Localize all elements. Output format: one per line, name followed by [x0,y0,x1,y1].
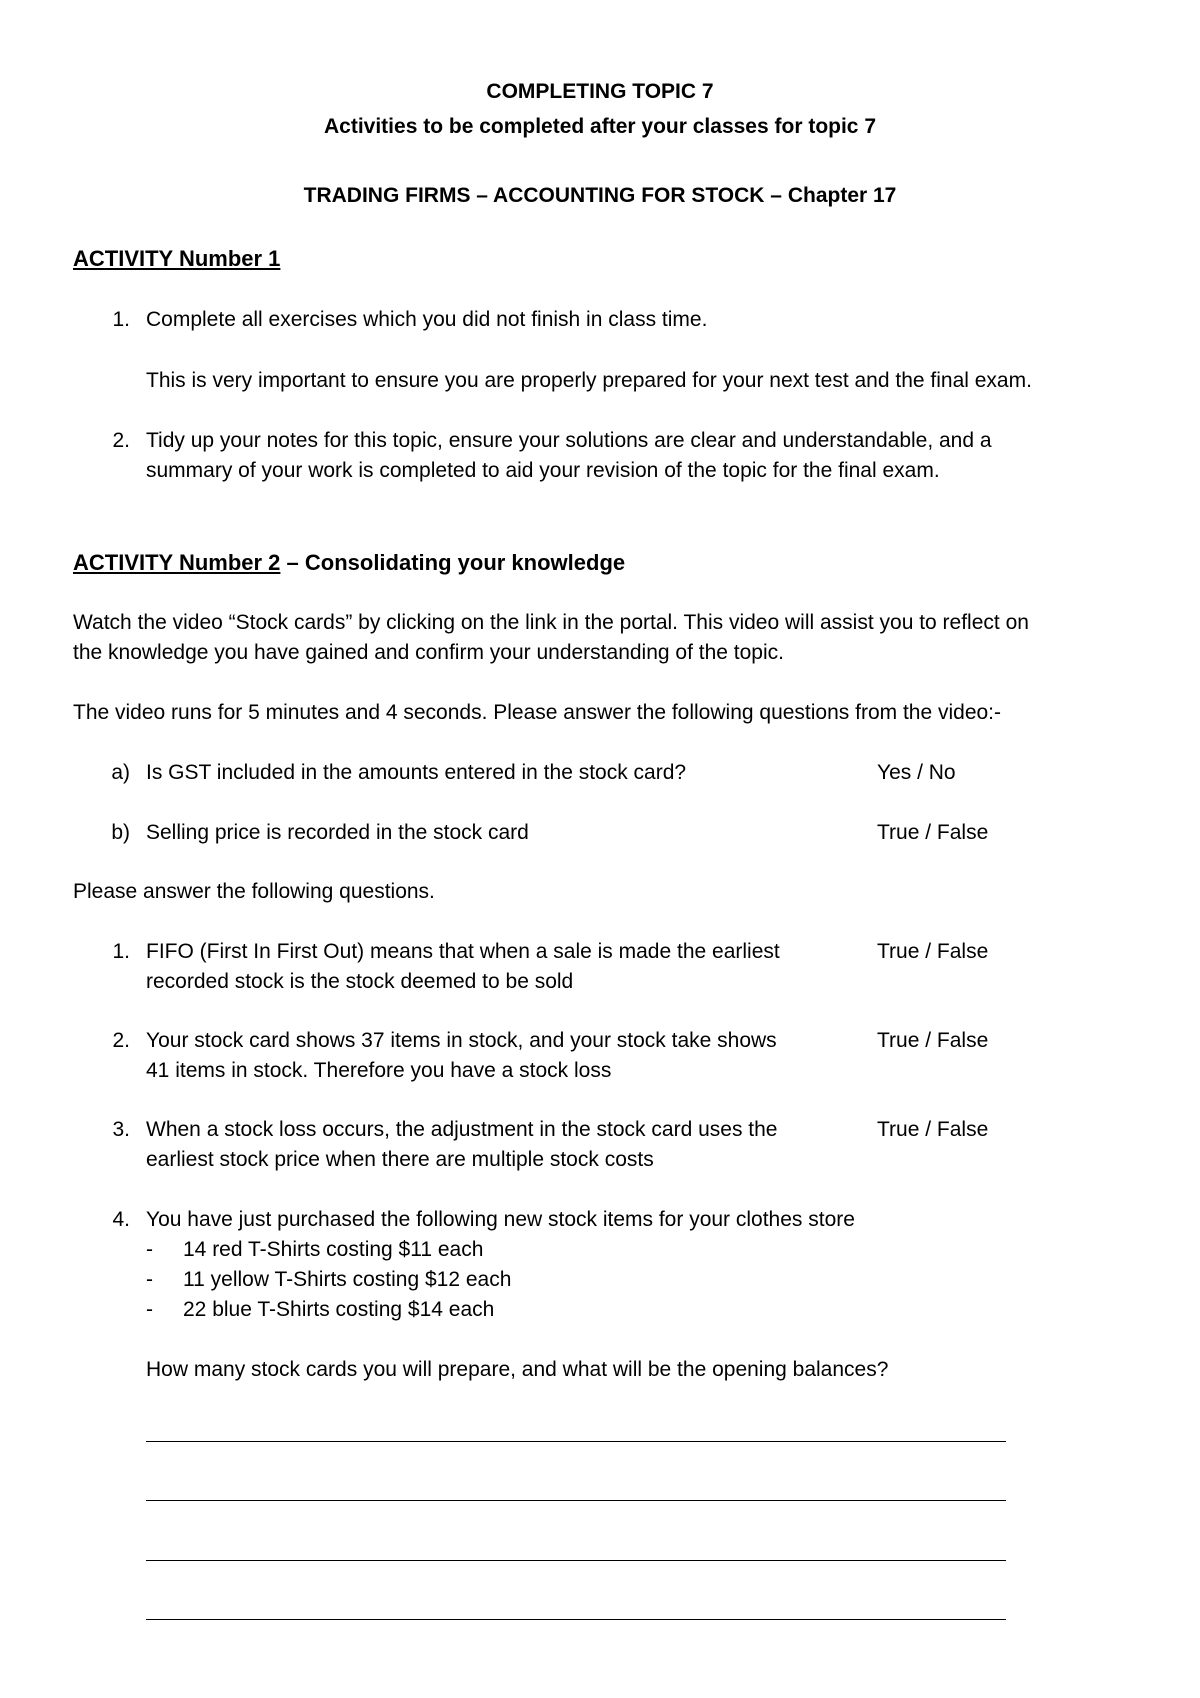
activity1-item-text: Tidy up your notes for this topic, ensure your solutions are clear and understandable, and a [146,429,992,452]
bullet-marker: - [146,1268,153,1291]
activity1-item-text: This is very important to ensure you are properly prepared for your next test and the final exam. [146,369,1032,392]
question-answer: True / False [877,1118,989,1141]
video-question-label: b) [111,821,130,844]
activity1-heading: ACTIVITY Number 1 [73,246,281,271]
section-title: TRADING FIRMS – ACCOUNTING FOR STOCK – Chapter 17 [303,184,897,207]
question-prompt: How many stock cards you will prepare, and what will be the opening balances? [146,1358,889,1381]
question-text: 41 items in stock. Therefore you have a stock loss [146,1059,612,1082]
questions-intro: Please answer the following questions. [73,880,435,903]
bullet-item: 11 yellow T-Shirts costing $12 each [183,1268,512,1291]
answer-line[interactable] [146,1560,1006,1561]
activity1-item-number: 2. [112,429,130,452]
question-text: earliest stock price when there are multiple stock costs [146,1148,654,1171]
activity1-item-text: Complete all exercises which you did not finish in class time. [146,308,708,331]
question-text: When a stock loss occurs, the adjustment in the stock card uses the [146,1118,778,1141]
bullet-marker: - [146,1238,153,1261]
answer-line[interactable] [146,1619,1006,1620]
question-number: 3. [112,1118,130,1141]
activity2-intro: Watch the video “Stock cards” by clicking on the link in the portal. This video will assist you to reflect on [73,611,1029,634]
video-question-answer: Yes / No [877,761,956,784]
question-text: FIFO (First In First Out) means that when a sale is made the earliest [146,940,780,963]
question-answer: True / False [877,940,989,963]
video-question-text: Is GST included in the amounts entered in the stock card? [146,761,687,784]
bullet-item: 22 blue T-Shirts costing $14 each [183,1298,495,1321]
activity2-intro: the knowledge you have gained and confirm your understanding of the topic. [73,641,784,664]
question-number: 4. [112,1208,130,1231]
video-question-label: a) [111,761,130,784]
question-number: 1. [112,940,130,963]
bullet-item: 14 red T-Shirts costing $11 each [183,1238,484,1261]
bullet-marker: - [146,1298,153,1321]
video-question-answer: True / False [877,821,989,844]
answer-line[interactable] [146,1441,1006,1442]
answer-line[interactable] [146,1500,1006,1501]
page-title: COMPLETING TOPIC 7 [486,80,714,103]
activity2-heading-suffix: – Consolidating your knowledge [280,550,626,575]
video-note: The video runs for 5 minutes and 4 seconds. Please answer the following questions from the video:- [73,701,1002,724]
activity2-heading-label: ACTIVITY Number 2 [73,550,281,575]
activity1-item-text: summary of your work is completed to aid your revision of the topic for the final exam. [146,459,940,482]
question-number: 2. [112,1029,130,1052]
question-text: recorded stock is the stock deemed to be sold [146,970,574,993]
page-subtitle: Activities to be completed after your classes for topic 7 [324,115,876,138]
activity1-item-number: 1. [112,308,130,331]
activity2-heading [73,548,625,578]
video-question-text: Selling price is recorded in the stock card [146,821,529,844]
question-answer: True / False [877,1029,989,1052]
question-text: Your stock card shows 37 items in stock, and your stock take shows [146,1029,777,1052]
question-text: You have just purchased the following new stock items for your clothes store [146,1208,855,1231]
